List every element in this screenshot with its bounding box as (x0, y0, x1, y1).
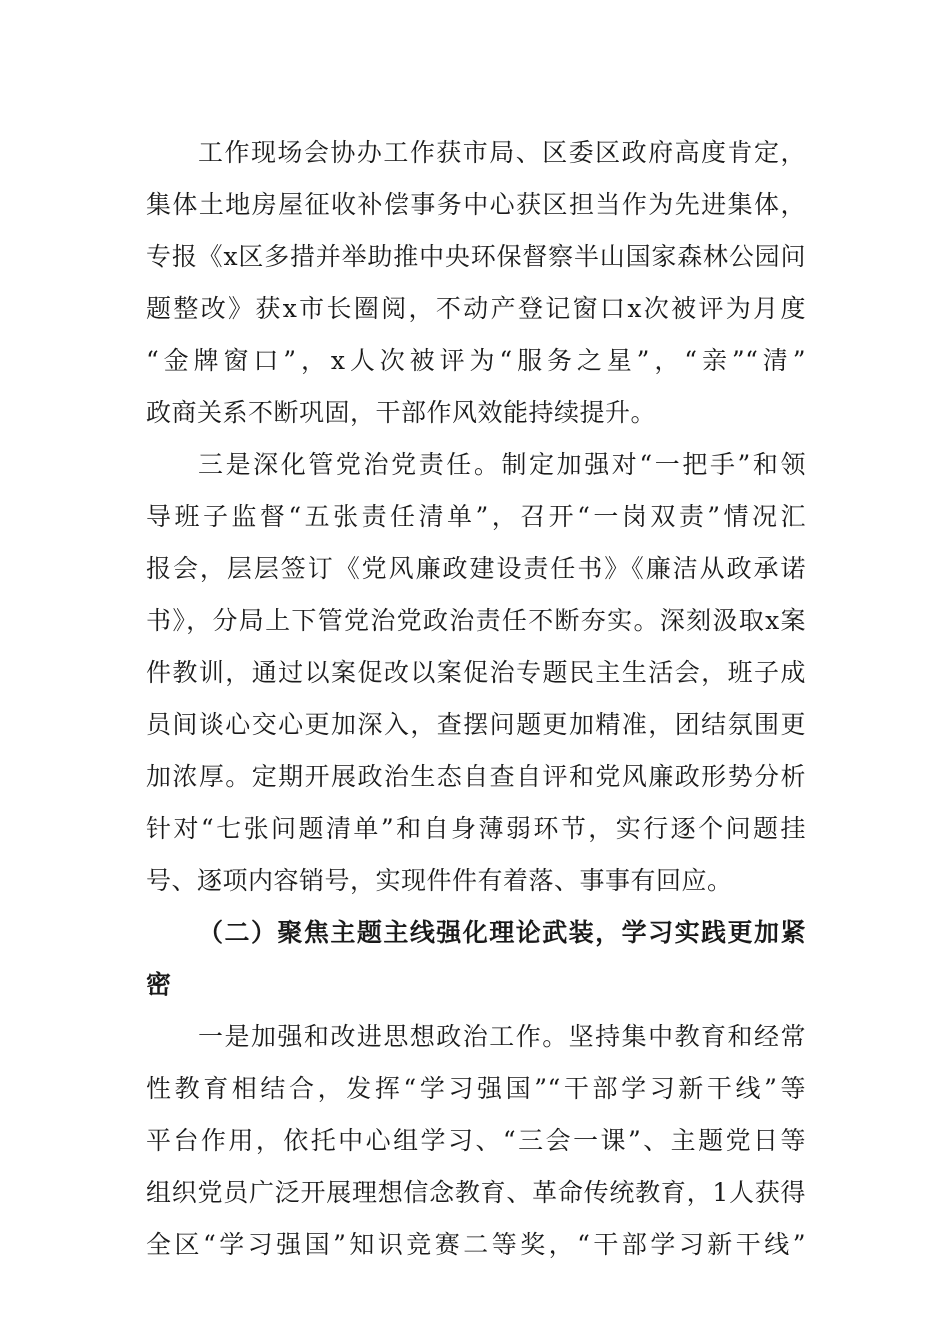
body-text-line: 针对“七张问题清单”和自身薄弱环节，实行逐个问题挂 (146, 814, 806, 843)
body-text-line: 集体土地房屋征收补偿事务中心获区担当作为先进集体， (146, 190, 806, 219)
body-text-line: 导班子监督“五张责任清单”，召开“一岗双责”情况汇 (146, 502, 806, 531)
body-text-line: 政商关系不断巩固，干部作风效能持续提升。 (146, 398, 657, 427)
section-heading-line: 密 (146, 970, 172, 999)
body-text-line: 全区“学习强国”知识竞赛二等奖，“干部学习新干线” (146, 1230, 806, 1259)
body-text-line: “金牌窗口”，x人次被评为“服务之星”，“亲”“清” (146, 346, 806, 375)
body-text-line: 三是深化管党治党责任。制定加强对“一把手”和领 (198, 450, 806, 479)
section-heading-line: （二）聚焦主题主线强化理论武装，学习实践更加紧 (198, 918, 806, 947)
body-text-line: 员间谈心交心更加深入，查摆问题更加精准，团结氛围更 (146, 710, 806, 739)
body-text-line: 件教训，通过以案促改以案促治专题民主生活会，班子成 (146, 658, 806, 687)
body-text-line: 书》，分局上下管党治党政治责任不断夯实。深刻汲取x案 (146, 606, 806, 635)
body-text-line: 专报《x区多措并举助推中央环保督察半山国家森林公园问 (146, 242, 806, 271)
body-text-line: 性教育相结合，发挥“学习强国”“干部学习新干线”等 (146, 1074, 806, 1103)
body-text-line: 组织党员广泛开展理想信念教育、革命传统教育，1人获得 (146, 1178, 806, 1207)
body-text-line: 一是加强和改进思想政治工作。坚持集中教育和经常 (198, 1022, 806, 1051)
body-text-line: 题整改》获x市长圈阅，不动产登记窗口x次被评为月度 (146, 294, 806, 323)
body-text-line: 加浓厚。定期开展政治生态自查自评和党风廉政形势分析 (146, 762, 806, 791)
body-text-line: 号、逐项内容销号，实现件件有着落、事事有回应。 (146, 866, 733, 895)
body-text-line: 工作现场会协办工作获市局、区委区政府高度肯定， (198, 138, 806, 167)
body-text-line: 平台作用，依托中心组学习、“三会一课”、主题党日等 (146, 1126, 806, 1155)
body-text-line: 报会，层层签订《党风廉政建设责任书》《廉洁从政承诺 (146, 554, 806, 583)
